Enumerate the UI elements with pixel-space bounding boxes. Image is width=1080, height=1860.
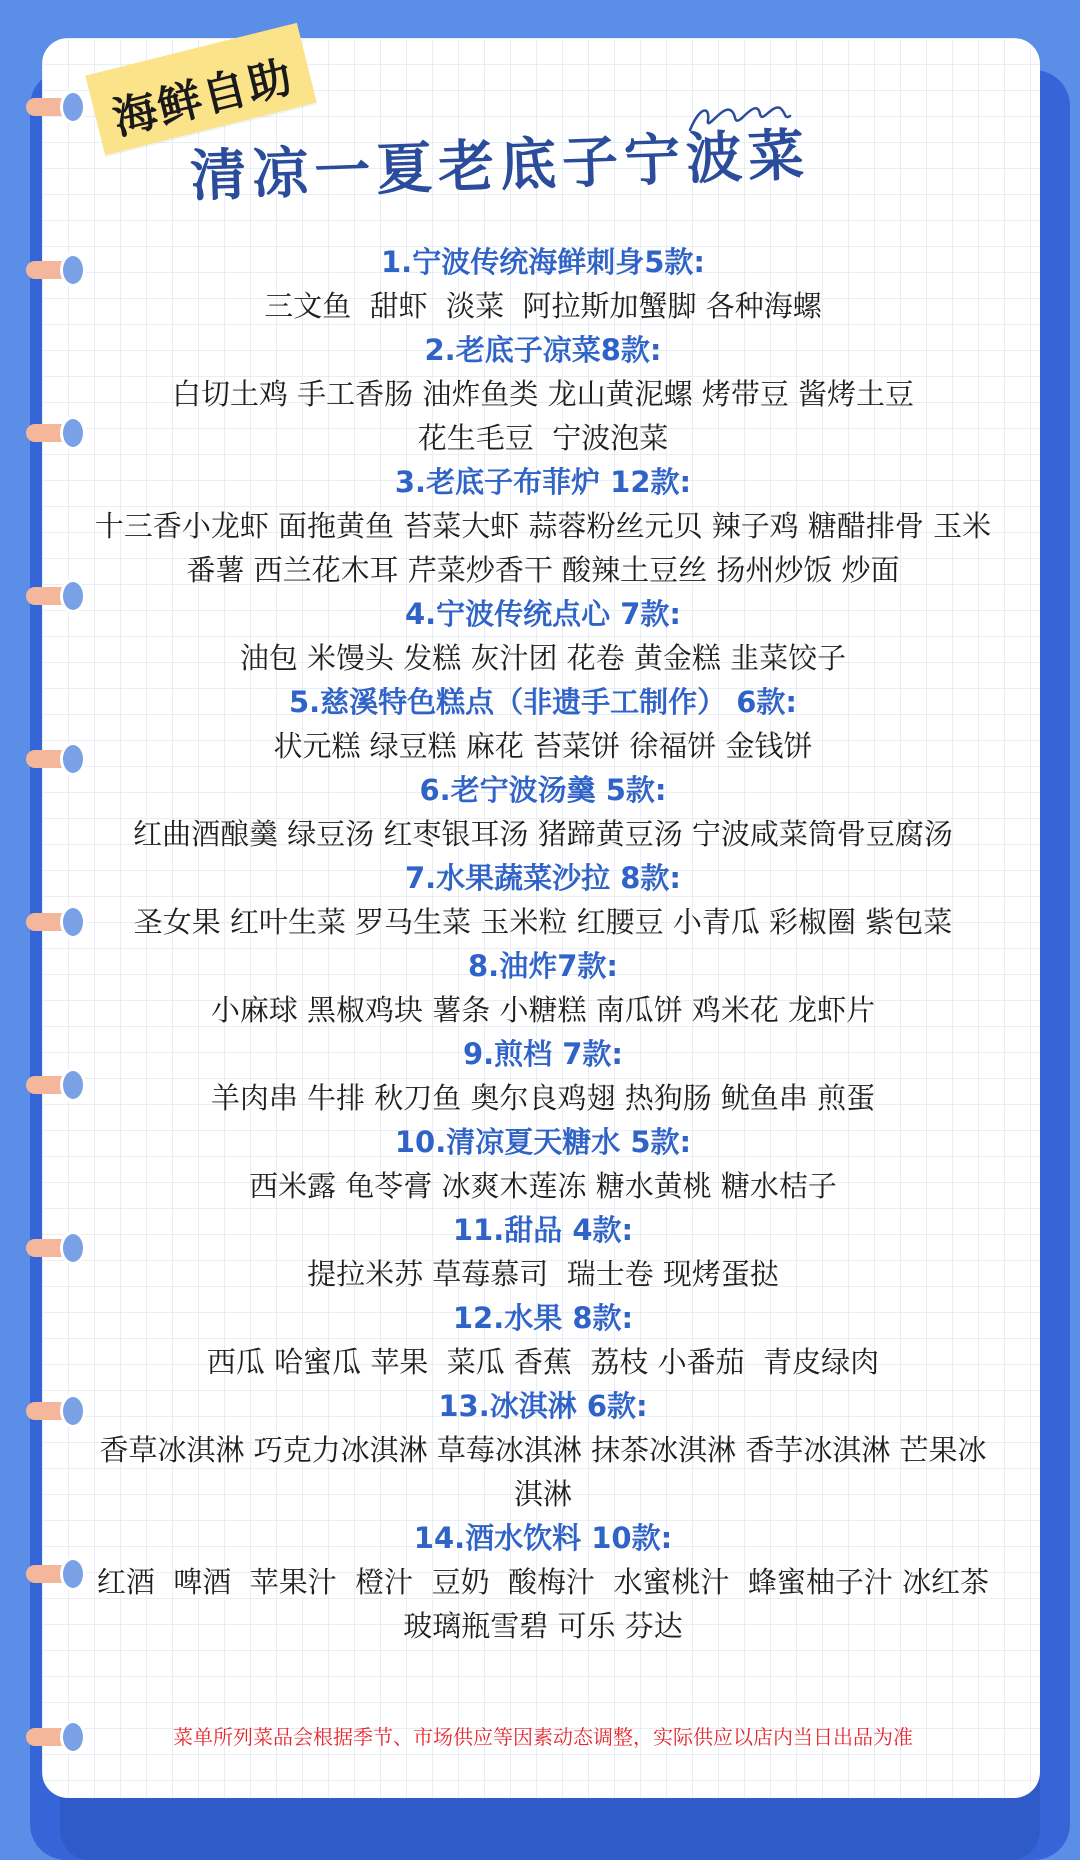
menu-section (48, 328, 1038, 460)
section-items: 提拉米苏 草莓慕司 瑞士卷 现烤蛋挞 (307, 1257, 779, 1291)
section-heading: 1.宁波传统海鲜刺身5款: (381, 245, 705, 279)
menu-section (48, 1296, 1038, 1384)
menu-section (48, 240, 1038, 328)
menu-section (48, 1120, 1038, 1208)
section-heading: 9.煎档 7款: (462, 1037, 624, 1071)
section-items: 花生毛豆 宁波泡菜 (417, 421, 669, 455)
section-items: 番薯 西兰花木耳 芹菜炒香干 酸辣土豆丝 扬州炒饭 炒面 (186, 553, 900, 587)
section-items: 十三香小龙虾 面拖黄鱼 苔菜大虾 蒜蓉粉丝元贝 辣子鸡 糖醋排骨 玉米 (94, 509, 992, 543)
section-heading: 14.酒水饮料 10款: (413, 1521, 673, 1555)
section-items: 西瓜 哈蜜瓜 苹果 菜瓜 香蕉 荔枝 小番茄 青皮绿肉 (206, 1345, 880, 1379)
menu-list (48, 240, 1038, 1648)
menu-section (48, 680, 1038, 768)
section-items: 油包 米馒头 发糕 灰汁团 花卷 黄金糕 韭菜饺子 (239, 641, 847, 675)
menu-section (48, 944, 1038, 1032)
section-heading: 6.老宁波汤羹 5款: (419, 773, 667, 807)
section-heading: 7.水果蔬菜沙拉 8款: (404, 861, 682, 895)
tag-label: 海鲜自助 (107, 51, 299, 146)
section-heading: 8.油炸7款: (468, 949, 618, 983)
menu-section (48, 1032, 1038, 1120)
page-title: 清凉一夏老底子宁波菜 (189, 121, 812, 210)
section-heading: 3.老底子布菲炉 12款: (394, 465, 692, 499)
section-heading: 13.冰淇淋 6款: (438, 1389, 648, 1423)
menu-section (48, 1516, 1038, 1648)
menu-section (48, 856, 1038, 944)
section-items: 玻璃瓶雪碧 可乐 芬达 (403, 1609, 683, 1643)
section-items: 西米露 龟苓膏 冰爽木莲冻 糖水黄桃 糖水桔子 (249, 1169, 837, 1203)
section-heading: 4.宁波传统点心 7款: (404, 597, 682, 631)
menu-section (48, 460, 1038, 592)
section-items: 白切土鸡 手工香肠 油炸鱼类 龙山黄泥螺 烤带豆 酱烤土豆 (171, 377, 915, 411)
menu-section (48, 592, 1038, 680)
section-heading: 11.甜品 4款: (452, 1213, 634, 1247)
menu-section (48, 1384, 1038, 1516)
binder-ring (26, 96, 78, 118)
section-heading: 5.慈溪特色糕点（非遗手工制作） 6款: (288, 685, 798, 719)
section-items: 红曲酒酿羹 绿豆汤 红枣银耳汤 猪蹄黄豆汤 宁波咸菜筒骨豆腐汤 (133, 817, 953, 851)
section-heading: 10.清凉夏天糖水 5款: (394, 1125, 692, 1159)
section-items: 红酒 啤酒 苹果汁 橙汁 豆奶 酸梅汁 水蜜桃汁 蜂蜜柚子汁 冰红茶 (96, 1565, 990, 1599)
section-items: 三文鱼 甜虾 淡菜 阿拉斯加蟹脚 各种海螺 (264, 289, 822, 323)
section-items: 羊肉串 牛排 秋刀鱼 奥尔良鸡翅 热狗肠 鱿鱼串 煎蛋 (210, 1081, 876, 1115)
section-items: 小麻球 黑椒鸡块 薯条 小糖糕 南瓜饼 鸡米花 龙虾片 (210, 993, 876, 1027)
menu-section (48, 1208, 1038, 1296)
disclaimer-note: 菜单所列菜品会根据季节、市场供应等因素动态调整，实际供应以店内当日出品为准 (173, 1725, 913, 1749)
section-items: 淇淋 (513, 1477, 572, 1511)
section-items: 圣女果 红叶生菜 罗马生菜 玉米粒 红腰豆 小青瓜 彩椒圈 紫包菜 (133, 905, 953, 939)
section-heading: 2.老底子凉菜8款: (424, 333, 662, 367)
section-items: 香草冰淇淋 巧克力冰淇淋 草莓冰淇淋 抹茶冰淇淋 香芋冰淇淋 芒果冰 (99, 1433, 987, 1467)
section-heading: 12.水果 8款: (452, 1301, 634, 1335)
section-items: 状元糕 绿豆糕 麻花 苔菜饼 徐福饼 金钱饼 (273, 729, 813, 763)
menu-section (48, 768, 1038, 856)
